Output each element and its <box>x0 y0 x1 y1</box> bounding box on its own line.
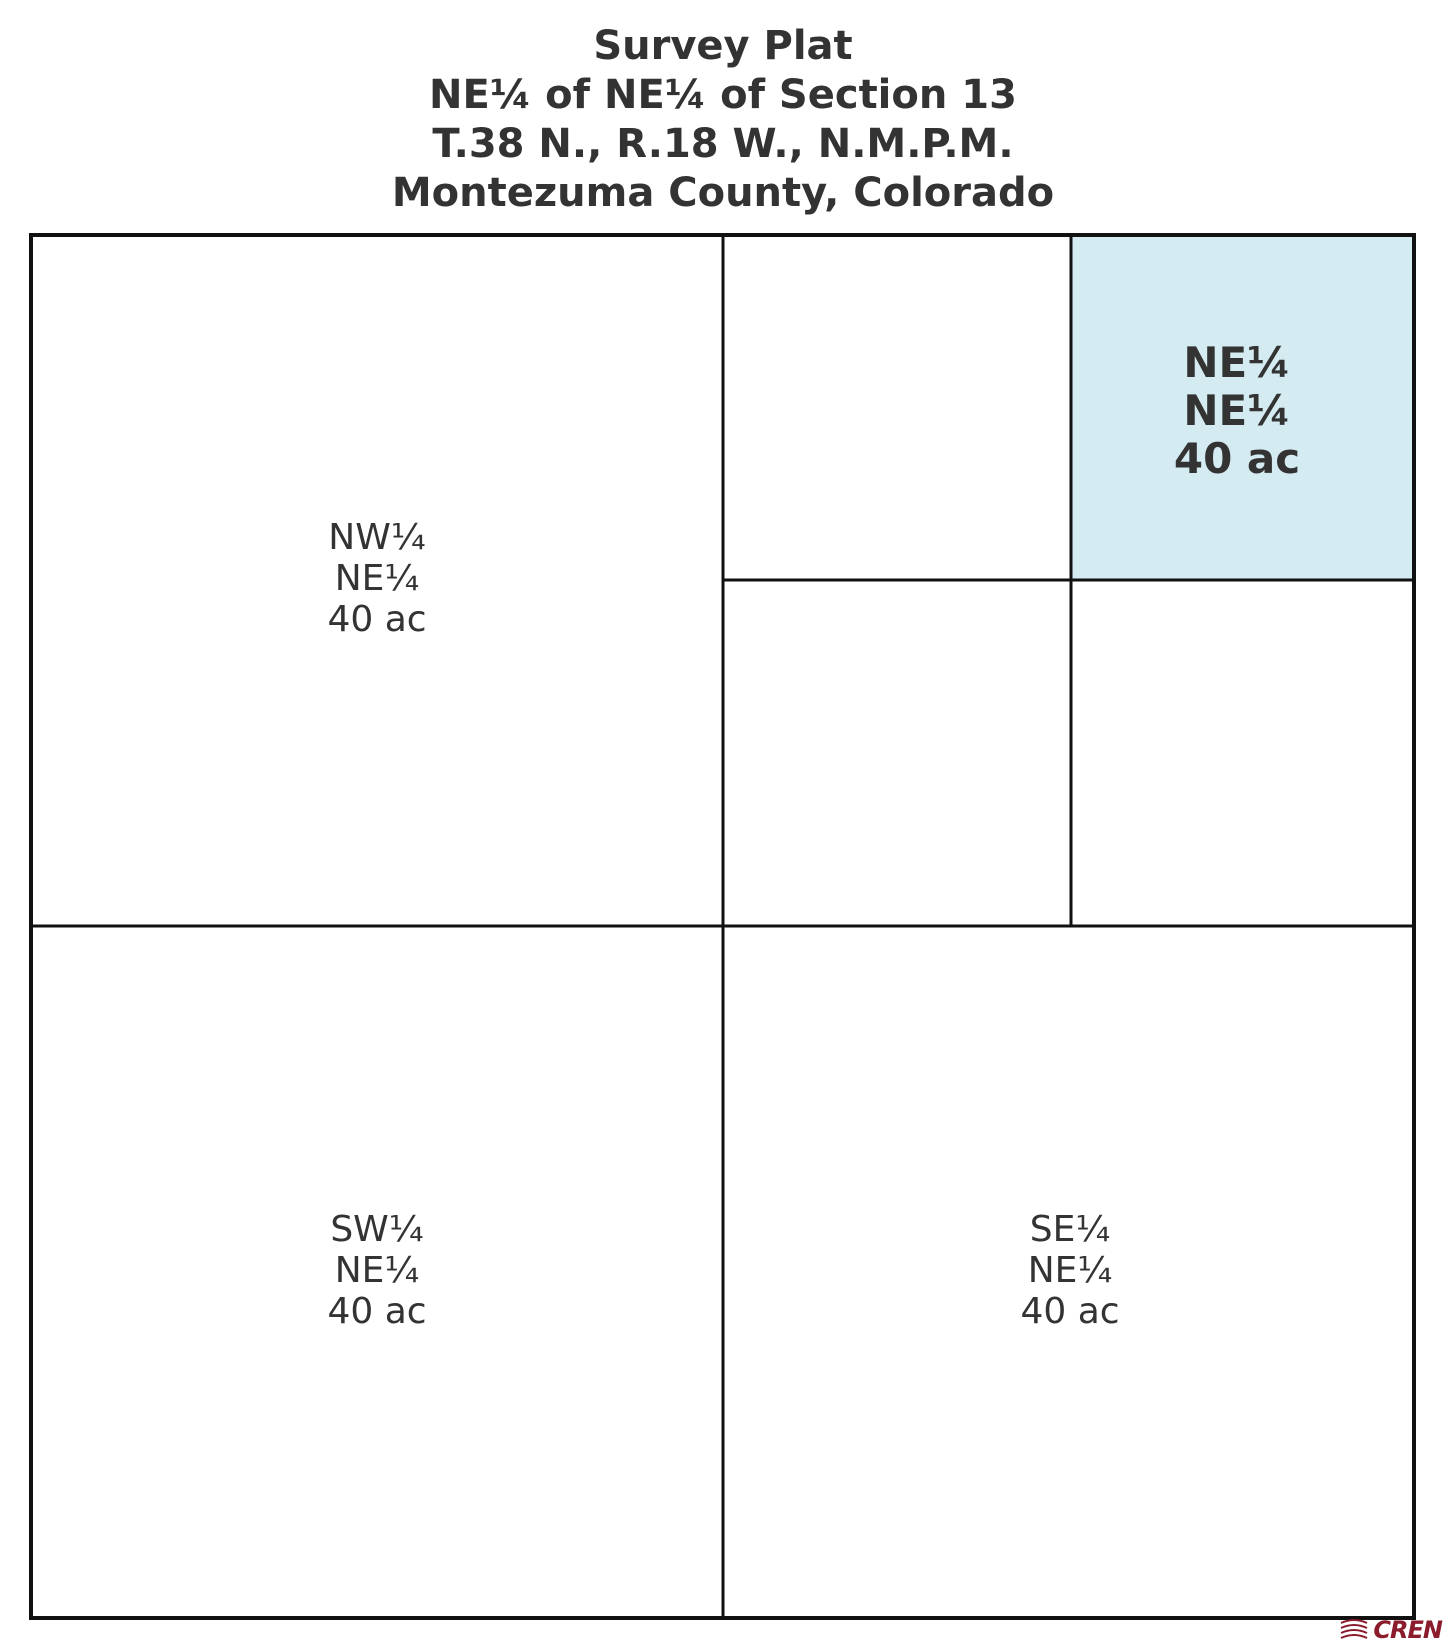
title-line-3: T.38 N., R.18 W., N.M.P.M. <box>432 121 1014 167</box>
cren-logo-text: CREN <box>1373 1616 1442 1644</box>
title-line-4: Montezuma County, Colorado <box>391 170 1055 216</box>
ne-label-line-1: NE¼ <box>1183 338 1291 387</box>
se-label-line-2: NE¼ <box>1027 1250 1113 1291</box>
ne-label-line-2: NE¼ <box>1183 386 1291 435</box>
nw-label-line-2: NE¼ <box>334 558 420 599</box>
ne-parcel-label <box>1174 338 1300 483</box>
nw-label-line-3: 40 ac <box>327 599 427 640</box>
cren-logo-icon <box>1339 1619 1369 1641</box>
title-line-2: NE¼ of NE¼ of Section 13 <box>429 72 1017 118</box>
nw-label-line-1: NW¼ <box>328 517 426 558</box>
cren-logo <box>1339 1617 1442 1643</box>
sw-label-line-1: SW¼ <box>330 1209 424 1250</box>
se-label-line-1: SE¼ <box>1029 1209 1111 1250</box>
title-line-1: Survey Plat <box>593 23 853 69</box>
se-parcel-label <box>1020 1209 1119 1332</box>
ne-label-line-3: 40 ac <box>1173 434 1301 483</box>
se-label-line-3: 40 ac <box>1020 1291 1120 1332</box>
nw-parcel-label <box>327 517 426 640</box>
sw-parcel-label <box>327 1209 426 1332</box>
sw-label-line-3: 40 ac <box>327 1291 427 1332</box>
sw-label-line-2: NE¼ <box>334 1250 420 1291</box>
